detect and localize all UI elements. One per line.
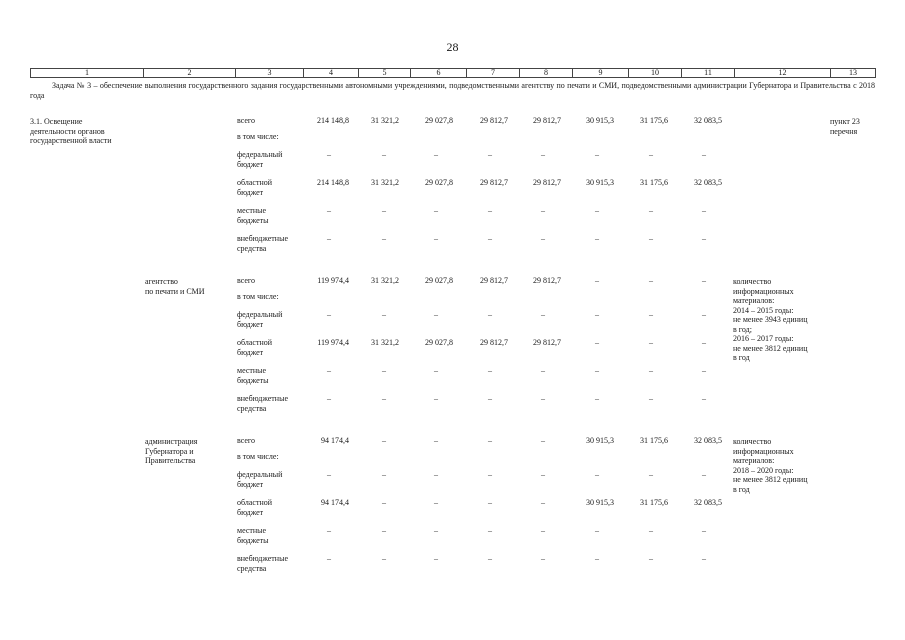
- value-dash: –: [488, 234, 492, 243]
- executor: Правительства: [145, 456, 196, 465]
- value-dash: –: [649, 366, 653, 375]
- value-regional: –: [541, 498, 545, 507]
- value-dash: –: [488, 394, 492, 403]
- value-dash: –: [649, 554, 653, 563]
- value-regional: 29 812,7: [480, 178, 508, 187]
- indicator: в год: [733, 353, 750, 362]
- value-total: 31 175,6: [640, 116, 668, 125]
- value-total: 29 812,7: [533, 116, 561, 125]
- value-regional: 29 812,7: [533, 178, 561, 187]
- value-regional: 29 812,7: [480, 338, 508, 347]
- item-note: перечня: [830, 126, 858, 136]
- task-description: [30, 81, 875, 101]
- label-regional: бюджет: [237, 187, 264, 197]
- value-regional: 31 321,2: [371, 178, 399, 187]
- value-regional: –: [595, 338, 599, 347]
- value-dash: –: [595, 234, 599, 243]
- label-including: в том числе:: [237, 132, 279, 141]
- value-dash: –: [702, 206, 706, 215]
- page-number: 28: [446, 40, 459, 54]
- value-dash: –: [434, 366, 438, 375]
- value-total: 214 148,8: [317, 116, 349, 125]
- indicator: не менее 3943 единиц: [733, 315, 808, 324]
- value-dash: –: [382, 554, 386, 563]
- value-regional: 29 812,7: [533, 338, 561, 347]
- value-dash: –: [434, 470, 438, 479]
- value-total: 30 915,3: [586, 116, 614, 125]
- executor: агентство: [145, 277, 178, 286]
- value-regional: –: [702, 338, 706, 347]
- item-note: пункт 23: [830, 117, 860, 126]
- value-dash: –: [541, 526, 545, 535]
- indicator: информационных: [733, 286, 794, 296]
- indicator: количество: [733, 437, 772, 446]
- label-local: бюджеты: [237, 535, 269, 545]
- item-title: деятельности органов: [30, 126, 105, 136]
- value-total: 29 812,7: [533, 276, 561, 285]
- value-dash: –: [649, 150, 653, 159]
- value-dash: –: [382, 234, 386, 243]
- label-regional: областной: [237, 338, 273, 347]
- value-dash: –: [327, 526, 331, 535]
- column-header-13: 13: [831, 69, 876, 78]
- indicator: 2014 – 2015 годы:: [733, 305, 794, 315]
- column-header-10: 10: [629, 69, 682, 78]
- label-total: всего: [237, 116, 256, 125]
- value-regional: 30 915,3: [586, 498, 614, 507]
- column-header-2: 2: [144, 69, 236, 78]
- value-dash: –: [382, 470, 386, 479]
- value-regional: –: [434, 498, 438, 507]
- value-dash: –: [649, 206, 653, 215]
- column-header-1: 1: [31, 69, 144, 78]
- label-federal: бюджет: [237, 479, 264, 489]
- value-dash: –: [595, 150, 599, 159]
- value-total: 31 175,6: [640, 436, 668, 445]
- value-dash: –: [649, 310, 653, 319]
- value-dash: –: [434, 554, 438, 563]
- value-dash: –: [488, 310, 492, 319]
- value-dash: –: [649, 470, 653, 479]
- label-regional: областной: [237, 178, 273, 187]
- label-federal: федеральный: [237, 150, 283, 159]
- label-federal: федеральный: [237, 470, 283, 479]
- value-total: 29 812,7: [480, 276, 508, 285]
- value-dash: –: [702, 554, 706, 563]
- label-federal: бюджет: [237, 159, 264, 169]
- value-total: –: [434, 436, 438, 445]
- label-federal: бюджет: [237, 319, 264, 329]
- value-regional: 29 027,8: [425, 338, 453, 347]
- value-dash: –: [649, 234, 653, 243]
- value-total: 119 974,4: [317, 276, 349, 285]
- value-regional: 31 175,6: [640, 178, 668, 187]
- value-dash: –: [488, 366, 492, 375]
- indicator: не менее 3812 единиц: [733, 343, 808, 353]
- column-header-7: 7: [467, 69, 520, 78]
- value-total: 94 174,4: [321, 436, 349, 445]
- column-header-8: 8: [520, 69, 573, 78]
- value-total: 32 083,5: [694, 116, 722, 125]
- value-total: 29 027,8: [425, 276, 453, 285]
- value-dash: –: [434, 234, 438, 243]
- value-dash: –: [595, 470, 599, 479]
- indicator: информационных: [733, 446, 794, 456]
- value-dash: –: [702, 310, 706, 319]
- label-federal: федеральный: [237, 310, 283, 319]
- value-total: 31 321,2: [371, 116, 399, 125]
- label-extrabudget: средства: [237, 243, 267, 253]
- value-dash: –: [595, 394, 599, 403]
- value-dash: –: [541, 234, 545, 243]
- value-dash: –: [488, 470, 492, 479]
- label-local: местные: [237, 366, 267, 375]
- value-dash: –: [382, 366, 386, 375]
- value-total: –: [595, 276, 599, 285]
- value-total: 30 915,3: [586, 436, 614, 445]
- value-regional: 32 083,5: [694, 178, 722, 187]
- label-local: бюджеты: [237, 375, 269, 385]
- value-dash: –: [434, 310, 438, 319]
- label-local: местные: [237, 526, 267, 535]
- value-total: 32 083,5: [694, 436, 722, 445]
- value-dash: –: [488, 206, 492, 215]
- executor: администрация: [145, 437, 198, 446]
- value-dash: –: [541, 394, 545, 403]
- value-dash: –: [434, 206, 438, 215]
- value-dash: –: [541, 554, 545, 563]
- value-dash: –: [702, 526, 706, 535]
- value-dash: –: [327, 310, 331, 319]
- column-header-9: 9: [573, 69, 629, 78]
- label-extrabudget: средства: [237, 403, 267, 413]
- value-dash: –: [595, 310, 599, 319]
- label-local: местные: [237, 206, 267, 215]
- indicator: количество: [733, 277, 772, 286]
- executor: Губернатора и: [145, 446, 194, 456]
- value-dash: –: [541, 150, 545, 159]
- value-regional: 32 083,5: [694, 498, 722, 507]
- indicator: материалов:: [733, 456, 775, 465]
- value-dash: –: [541, 206, 545, 215]
- value-total: –: [382, 436, 386, 445]
- value-dash: –: [595, 526, 599, 535]
- column-header-11: 11: [682, 69, 735, 78]
- value-dash: –: [541, 366, 545, 375]
- label-total: всего: [237, 436, 256, 445]
- value-dash: –: [327, 366, 331, 375]
- value-total: –: [541, 436, 545, 445]
- value-dash: –: [327, 206, 331, 215]
- label-extrabudget: внебюджетные: [237, 234, 288, 243]
- indicator: не менее 3812 единиц: [733, 475, 808, 484]
- value-dash: –: [488, 150, 492, 159]
- value-total: 31 321,2: [371, 276, 399, 285]
- value-dash: –: [382, 394, 386, 403]
- value-dash: –: [434, 526, 438, 535]
- value-regional: 30 915,3: [586, 178, 614, 187]
- indicator: материалов:: [733, 296, 775, 305]
- value-dash: –: [382, 526, 386, 535]
- value-dash: –: [649, 394, 653, 403]
- value-dash: –: [702, 470, 706, 479]
- executor: по печати и СМИ: [145, 286, 205, 296]
- value-regional: 29 027,8: [425, 178, 453, 187]
- value-dash: –: [327, 394, 331, 403]
- value-regional: –: [382, 498, 386, 507]
- column-header-6: 6: [411, 69, 467, 78]
- value-dash: –: [382, 206, 386, 215]
- label-extrabudget: внебюджетные: [237, 554, 288, 563]
- value-dash: –: [327, 554, 331, 563]
- value-dash: –: [434, 150, 438, 159]
- value-dash: –: [595, 366, 599, 375]
- value-regional: 94 174,4: [321, 498, 349, 507]
- value-regional: –: [488, 498, 492, 507]
- value-dash: –: [702, 366, 706, 375]
- value-total: –: [488, 436, 492, 445]
- value-dash: –: [382, 150, 386, 159]
- value-dash: –: [434, 394, 438, 403]
- label-regional: областной: [237, 498, 273, 507]
- value-dash: –: [702, 234, 706, 243]
- value-total: 29 812,7: [480, 116, 508, 125]
- value-dash: –: [595, 554, 599, 563]
- value-regional: 214 148,8: [317, 178, 349, 187]
- value-dash: –: [488, 526, 492, 535]
- label-total: всего: [237, 276, 256, 285]
- value-dash: –: [541, 470, 545, 479]
- label-including: в том числе:: [237, 452, 279, 461]
- value-regional: 119 974,4: [317, 338, 349, 347]
- value-total: –: [702, 276, 706, 285]
- label-local: бюджеты: [237, 215, 269, 225]
- value-dash: –: [702, 150, 706, 159]
- label-extrabudget: внебюджетные: [237, 394, 288, 403]
- value-regional: –: [649, 338, 653, 347]
- label-regional: бюджет: [237, 507, 264, 517]
- column-header-row: [30, 68, 876, 78]
- value-dash: –: [702, 394, 706, 403]
- label-regional: бюджет: [237, 347, 264, 357]
- value-dash: –: [327, 234, 331, 243]
- value-dash: –: [649, 526, 653, 535]
- label-extrabudget: средства: [237, 563, 267, 573]
- indicator: 2016 – 2017 годы:: [733, 334, 794, 343]
- column-header-5: 5: [359, 69, 411, 78]
- value-regional: 31 321,2: [371, 338, 399, 347]
- indicator: 2018 – 2020 годы:: [733, 465, 794, 475]
- column-header-12: 12: [735, 69, 831, 78]
- label-including: в том числе:: [237, 292, 279, 301]
- value-dash: –: [488, 554, 492, 563]
- value-total: –: [649, 276, 653, 285]
- task-text: Задача № 3 – обеспечение выполнения государственного задания государственными автономными учреждениями, подведомственными агентству по печати и СМИ, подведомственными администрации Губернатора и Правительства с 2018 года: [30, 81, 875, 100]
- value-regional: 31 175,6: [640, 498, 668, 507]
- value-dash: –: [382, 310, 386, 319]
- value-dash: –: [327, 150, 331, 159]
- column-header-4: 4: [304, 69, 359, 78]
- indicator: в год;: [733, 324, 752, 334]
- item-title: государственной власти: [30, 136, 112, 145]
- value-total: 29 027,8: [425, 116, 453, 125]
- value-dash: –: [595, 206, 599, 215]
- item-title: 3.1. Освещение: [30, 117, 83, 126]
- indicator: в год: [733, 484, 750, 494]
- value-dash: –: [327, 470, 331, 479]
- value-dash: –: [541, 310, 545, 319]
- column-header-3: 3: [236, 69, 304, 78]
